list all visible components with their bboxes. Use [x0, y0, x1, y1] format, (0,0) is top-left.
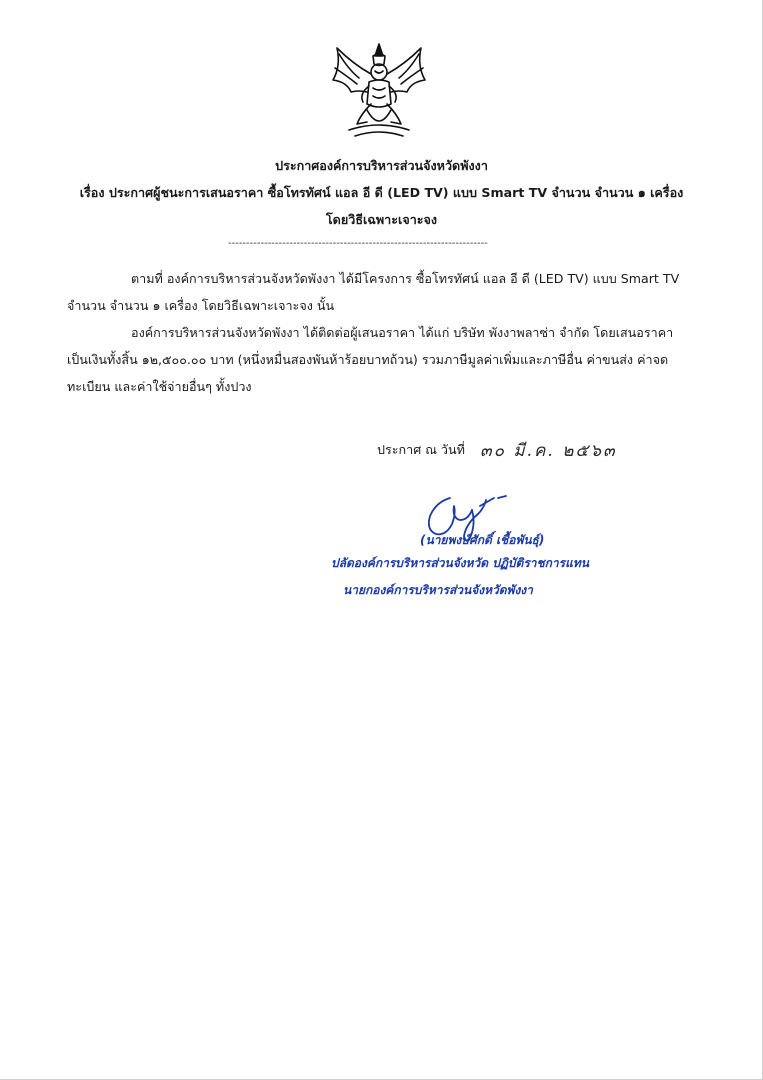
- paragraph1-line2: จำนวน จำนวน ๑ เครื่อง โดยวิธีเฉพาะเจาะจง นั้น: [67, 298, 335, 313]
- separator-line: ------------------------------------------------------------------------: [228, 238, 488, 249]
- paragraph1-line1: ตามที่ องค์การบริหารส่วนจังหวัดพังงา ได้มีโครงการ ซื้อโทรทัศน์ แอล อี ดี (LED TV) แบบ Smart TV: [131, 271, 680, 286]
- paragraph2-line3: ทะเบียน และค่าใช้จ่ายอื่นๆ ทั้งปวง: [67, 379, 252, 394]
- document-title: ประกาศองค์การบริหารส่วนจังหวัดพังงา: [275, 158, 488, 173]
- signer-position-line2: นายกองค์การบริหารส่วนจังหวัดพังงา: [343, 583, 533, 597]
- paragraph2-line2: เป็นเงินทั้งสิ้น ๑๒,๕๐๐.๐๐ บาท (หนึ่งหมื่นสองพันห้าร้อยบาทถ้วน) รวมภาษีมูลค่าเพิ่มและภาษีอื่น ค่าขนส่ง ค่าจด: [67, 352, 669, 367]
- paragraph2-line1: องค์การบริหารส่วนจังหวัดพังงา ได้ติดต่อผู้เสนอราคา ได้แก่ บริษัท พังงาพลาซ่า จำกัด โดยเสนอราคา: [131, 325, 674, 340]
- announce-label: ประกาศ ณ วันที่: [377, 442, 465, 457]
- signer-name: (นายพงษ์ศักดิ์ เชื้อพันธุ์): [420, 533, 545, 547]
- document-subject: เรื่อง ประกาศผู้ชนะการเสนอราคา ซื้อโทรทัศน์ แอล อี ดี (LED TV) แบบ Smart TV จำนวน จำนวน ๑ เครื่อง: [79, 185, 684, 200]
- document-method: โดยวิธีเฉพาะเจาะจง: [325, 212, 438, 227]
- garuda-emblem-icon: [327, 40, 431, 140]
- announce-date: ๓๐ มี.ค. ๒๕๖๓: [480, 441, 617, 461]
- signer-position-line1: ปลัดองค์การบริหารส่วนจังหวัด ปฏิบัติราชการแทน: [331, 556, 589, 570]
